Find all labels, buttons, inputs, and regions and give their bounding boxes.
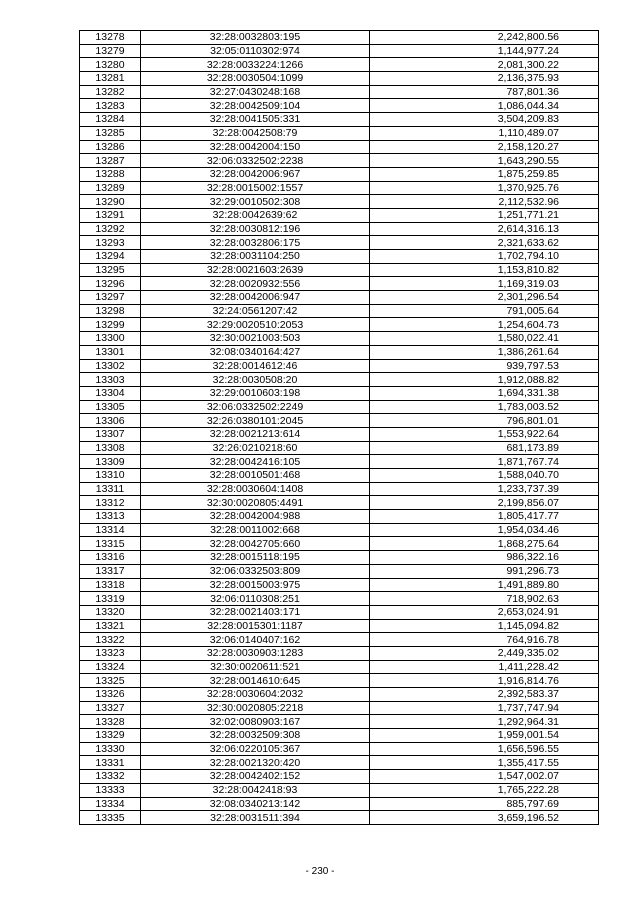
table-row <box>80 797 599 811</box>
cadastral-number-cell: 32:27:0430248:168 <box>141 85 370 99</box>
cadastral-number-cell: 32:28:0021603:2639 <box>141 263 370 277</box>
table-row <box>80 469 599 483</box>
table-row <box>80 674 599 688</box>
row-number-cell: 13294 <box>80 250 141 264</box>
row-number-cell: 13279 <box>80 44 141 58</box>
table-row <box>80 72 599 86</box>
row-number-cell: 13307 <box>80 427 141 441</box>
amount-cell: 1,355,417.55 <box>370 756 599 770</box>
cadastral-number-cell: 32:28:0032803:195 <box>141 31 370 45</box>
cadastral-number-cell: 32:28:0042004:988 <box>141 510 370 524</box>
cadastral-number-cell: 32:28:0042508:79 <box>141 126 370 140</box>
amount-cell: 1,153,810.82 <box>370 263 599 277</box>
cadastral-number-cell: 32:28:0042402:152 <box>141 770 370 784</box>
row-number-cell: 13308 <box>80 441 141 455</box>
row-number-cell: 13287 <box>80 154 141 168</box>
cadastral-number-cell: 32:28:0031104:250 <box>141 250 370 264</box>
amount-cell: 1,553,922.64 <box>370 427 599 441</box>
amount-cell: 1,959,001.54 <box>370 729 599 743</box>
row-number-cell: 13302 <box>80 359 141 373</box>
page-number: - 230 - <box>305 866 335 877</box>
table-row <box>80 304 599 318</box>
row-number-cell: 13310 <box>80 469 141 483</box>
amount-cell: 1,580,022.41 <box>370 332 599 346</box>
amount-cell: 1,702,794.10 <box>370 250 599 264</box>
cadastral-number-cell: 32:30:0020805:2218 <box>141 701 370 715</box>
amount-cell: 1,086,044.34 <box>370 99 599 113</box>
cadastral-number-cell: 32:29:0020510:2053 <box>141 318 370 332</box>
amount-cell: 1,954,034.46 <box>370 523 599 537</box>
amount-cell: 1,783,003.52 <box>370 400 599 414</box>
table-row <box>80 345 599 359</box>
table-row <box>80 85 599 99</box>
amount-cell: 1,588,040.70 <box>370 469 599 483</box>
table-row <box>80 414 599 428</box>
amount-cell: 2,136,375.93 <box>370 72 599 86</box>
amount-cell: 1,169,319.03 <box>370 277 599 291</box>
table-row <box>80 482 599 496</box>
row-number-cell: 13295 <box>80 263 141 277</box>
registry-table <box>79 30 599 825</box>
amount-cell: 2,392,583.37 <box>370 688 599 702</box>
cadastral-number-cell: 32:28:0030508:20 <box>141 373 370 387</box>
row-number-cell: 13309 <box>80 455 141 469</box>
amount-cell: 2,199,856.07 <box>370 496 599 510</box>
cadastral-number-cell: 32:28:0032806:175 <box>141 236 370 250</box>
cadastral-number-cell: 32:28:0015003:975 <box>141 578 370 592</box>
row-number-cell: 13281 <box>80 72 141 86</box>
table-row <box>80 619 599 633</box>
row-number-cell: 13327 <box>80 701 141 715</box>
table-row <box>80 126 599 140</box>
cadastral-number-cell: 32:26:0380101:2045 <box>141 414 370 428</box>
cadastral-number-cell: 32:06:0332503:809 <box>141 564 370 578</box>
row-number-cell: 13280 <box>80 58 141 72</box>
row-number-cell: 13318 <box>80 578 141 592</box>
row-number-cell: 13324 <box>80 660 141 674</box>
table-row <box>80 359 599 373</box>
cadastral-number-cell: 32:28:0031511:394 <box>141 811 370 825</box>
table-row <box>80 208 599 222</box>
table-row <box>80 811 599 825</box>
table-row <box>80 332 599 346</box>
cadastral-number-cell: 32:28:0014610:645 <box>141 674 370 688</box>
cadastral-number-cell: 32:28:0020932:556 <box>141 277 370 291</box>
cadastral-number-cell: 32:28:0042418:93 <box>141 783 370 797</box>
table-row <box>80 58 599 72</box>
row-number-cell: 13316 <box>80 551 141 565</box>
cadastral-number-cell: 32:06:0332502:2249 <box>141 400 370 414</box>
row-number-cell: 13285 <box>80 126 141 140</box>
table-row <box>80 277 599 291</box>
table-row <box>80 373 599 387</box>
amount-cell: 885,797.69 <box>370 797 599 811</box>
cadastral-number-cell: 32:28:0042705:660 <box>141 537 370 551</box>
row-number-cell: 13317 <box>80 564 141 578</box>
row-number-cell: 13278 <box>80 31 141 45</box>
row-number-cell: 13298 <box>80 304 141 318</box>
amount-cell: 1,656,596.55 <box>370 742 599 756</box>
amount-cell: 1,737,747.94 <box>370 701 599 715</box>
amount-cell: 1,251,771.21 <box>370 208 599 222</box>
amount-cell: 2,614,316.13 <box>370 222 599 236</box>
table-row <box>80 236 599 250</box>
cadastral-number-cell: 32:06:0332502:2238 <box>141 154 370 168</box>
amount-cell: 1,233,737.39 <box>370 482 599 496</box>
row-number-cell: 13321 <box>80 619 141 633</box>
cadastral-number-cell: 32:02:0080903:167 <box>141 715 370 729</box>
row-number-cell: 13312 <box>80 496 141 510</box>
table-row <box>80 400 599 414</box>
amount-cell: 1,386,261.64 <box>370 345 599 359</box>
cadastral-number-cell: 32:30:0020611:521 <box>141 660 370 674</box>
amount-cell: 791,005.64 <box>370 304 599 318</box>
table-row <box>80 455 599 469</box>
amount-cell: 1,765,222.28 <box>370 783 599 797</box>
amount-cell: 1,292,964.31 <box>370 715 599 729</box>
row-number-cell: 13301 <box>80 345 141 359</box>
cadastral-number-cell: 32:28:0042416:105 <box>141 455 370 469</box>
cadastral-number-cell: 32:28:0042006:967 <box>141 167 370 181</box>
row-number-cell: 13313 <box>80 510 141 524</box>
row-number-cell: 13283 <box>80 99 141 113</box>
row-number-cell: 13322 <box>80 633 141 647</box>
amount-cell: 986,322.16 <box>370 551 599 565</box>
cadastral-number-cell: 32:28:0032509:308 <box>141 729 370 743</box>
amount-cell: 2,242,800.56 <box>370 31 599 45</box>
cadastral-number-cell: 32:28:0021213:614 <box>141 427 370 441</box>
table-row <box>80 181 599 195</box>
amount-cell: 2,301,296.54 <box>370 291 599 305</box>
table-row <box>80 31 599 45</box>
row-number-cell: 13334 <box>80 797 141 811</box>
row-number-cell: 13329 <box>80 729 141 743</box>
cadastral-number-cell: 32:06:0220105:367 <box>141 742 370 756</box>
table-row <box>80 496 599 510</box>
table-row <box>80 729 599 743</box>
amount-cell: 1,916,814.76 <box>370 674 599 688</box>
row-number-cell: 13325 <box>80 674 141 688</box>
amount-cell: 2,112,532.96 <box>370 195 599 209</box>
row-number-cell: 13299 <box>80 318 141 332</box>
table-row <box>80 660 599 674</box>
cadastral-number-cell: 32:28:0030604:2032 <box>141 688 370 702</box>
cadastral-number-cell: 32:28:0042004:150 <box>141 140 370 154</box>
cadastral-number-cell: 32:28:0030903:1283 <box>141 646 370 660</box>
amount-cell: 1,805,417.77 <box>370 510 599 524</box>
row-number-cell: 13293 <box>80 236 141 250</box>
amount-cell: 1,254,604.73 <box>370 318 599 332</box>
table-row <box>80 646 599 660</box>
registry-table-body <box>80 31 599 825</box>
cadastral-number-cell: 32:28:0030604:1408 <box>141 482 370 496</box>
cadastral-number-cell: 32:08:0340213:142 <box>141 797 370 811</box>
amount-cell: 681,173.89 <box>370 441 599 455</box>
table-row <box>80 742 599 756</box>
amount-cell: 3,504,209.83 <box>370 113 599 127</box>
amount-cell: 796,801.01 <box>370 414 599 428</box>
amount-cell: 1,491,889.80 <box>370 578 599 592</box>
table-row <box>80 427 599 441</box>
cadastral-number-cell: 32:28:0015002:1557 <box>141 181 370 195</box>
amount-cell: 2,653,024.91 <box>370 605 599 619</box>
cadastral-number-cell: 32:08:0340164:427 <box>141 345 370 359</box>
row-number-cell: 13333 <box>80 783 141 797</box>
amount-cell: 787,801.36 <box>370 85 599 99</box>
row-number-cell: 13300 <box>80 332 141 346</box>
row-number-cell: 13335 <box>80 811 141 825</box>
cadastral-number-cell: 32:29:0010603:198 <box>141 386 370 400</box>
cadastral-number-cell: 32:30:0021003:503 <box>141 332 370 346</box>
amount-cell: 718,902.63 <box>370 592 599 606</box>
table-row <box>80 140 599 154</box>
row-number-cell: 13305 <box>80 400 141 414</box>
cadastral-number-cell: 32:28:0021403:171 <box>141 605 370 619</box>
table-row <box>80 195 599 209</box>
table-row <box>80 523 599 537</box>
table-row <box>80 551 599 565</box>
row-number-cell: 13290 <box>80 195 141 209</box>
table-row <box>80 783 599 797</box>
row-number-cell: 13315 <box>80 537 141 551</box>
cadastral-number-cell: 32:28:0042509:104 <box>141 99 370 113</box>
table-row <box>80 605 599 619</box>
amount-cell: 1,145,094.82 <box>370 619 599 633</box>
amount-cell: 3,659,196.52 <box>370 811 599 825</box>
row-number-cell: 13330 <box>80 742 141 756</box>
row-number-cell: 13282 <box>80 85 141 99</box>
table-row <box>80 250 599 264</box>
row-number-cell: 13296 <box>80 277 141 291</box>
cadastral-number-cell: 32:30:0020805:4491 <box>141 496 370 510</box>
cadastral-number-cell: 32:06:0110308:251 <box>141 592 370 606</box>
amount-cell: 1,871,767.74 <box>370 455 599 469</box>
table-row <box>80 770 599 784</box>
row-number-cell: 13314 <box>80 523 141 537</box>
row-number-cell: 13320 <box>80 605 141 619</box>
cadastral-number-cell: 32:06:0140407:162 <box>141 633 370 647</box>
table-row <box>80 592 599 606</box>
amount-cell: 1,411,228.42 <box>370 660 599 674</box>
table-row <box>80 715 599 729</box>
row-number-cell: 13311 <box>80 482 141 496</box>
amount-cell: 1,643,290.55 <box>370 154 599 168</box>
table-row <box>80 537 599 551</box>
amount-cell: 1,547,002.07 <box>370 770 599 784</box>
cadastral-number-cell: 32:28:0015301:1187 <box>141 619 370 633</box>
row-number-cell: 13292 <box>80 222 141 236</box>
cadastral-number-cell: 32:29:0010502:308 <box>141 195 370 209</box>
table-row <box>80 578 599 592</box>
amount-cell: 939,797.53 <box>370 359 599 373</box>
amount-cell: 1,144,977.24 <box>370 44 599 58</box>
table-row <box>80 167 599 181</box>
cadastral-number-cell: 32:24:0561207:42 <box>141 304 370 318</box>
cadastral-number-cell: 32:05:0110302:974 <box>141 44 370 58</box>
cadastral-number-cell: 32:28:0021320:420 <box>141 756 370 770</box>
amount-cell: 2,449,335.02 <box>370 646 599 660</box>
row-number-cell: 13323 <box>80 646 141 660</box>
amount-cell: 2,321,633.62 <box>370 236 599 250</box>
table-row <box>80 263 599 277</box>
table-row <box>80 441 599 455</box>
table-row <box>80 154 599 168</box>
row-number-cell: 13288 <box>80 167 141 181</box>
table-row <box>80 756 599 770</box>
cadastral-number-cell: 32:28:0011002:668 <box>141 523 370 537</box>
cadastral-number-cell: 32:28:0041505:331 <box>141 113 370 127</box>
cadastral-number-cell: 32:26:0210218:60 <box>141 441 370 455</box>
row-number-cell: 13306 <box>80 414 141 428</box>
cadastral-number-cell: 32:28:0030504:1099 <box>141 72 370 86</box>
row-number-cell: 13291 <box>80 208 141 222</box>
table-row <box>80 222 599 236</box>
amount-cell: 1,868,275.64 <box>370 537 599 551</box>
table-row <box>80 44 599 58</box>
row-number-cell: 13304 <box>80 386 141 400</box>
cadastral-number-cell: 32:28:0042639:62 <box>141 208 370 222</box>
table-row <box>80 701 599 715</box>
row-number-cell: 13331 <box>80 756 141 770</box>
table-row <box>80 564 599 578</box>
row-number-cell: 13297 <box>80 291 141 305</box>
cadastral-number-cell: 32:28:0015118:195 <box>141 551 370 565</box>
amount-cell: 991,296.73 <box>370 564 599 578</box>
table-row <box>80 113 599 127</box>
row-number-cell: 13286 <box>80 140 141 154</box>
table-row <box>80 386 599 400</box>
amount-cell: 1,875,259.85 <box>370 167 599 181</box>
table-row <box>80 99 599 113</box>
cadastral-number-cell: 32:28:0033224:1266 <box>141 58 370 72</box>
cadastral-number-cell: 32:28:0014612:46 <box>141 359 370 373</box>
row-number-cell: 13289 <box>80 181 141 195</box>
table-row <box>80 291 599 305</box>
amount-cell: 1,370,925.76 <box>370 181 599 195</box>
row-number-cell: 13326 <box>80 688 141 702</box>
cadastral-number-cell: 32:28:0010501:468 <box>141 469 370 483</box>
row-number-cell: 13303 <box>80 373 141 387</box>
row-number-cell: 13332 <box>80 770 141 784</box>
amount-cell: 2,158,120.27 <box>370 140 599 154</box>
row-number-cell: 13319 <box>80 592 141 606</box>
amount-cell: 2,081,300.22 <box>370 58 599 72</box>
cadastral-number-cell: 32:28:0030812:196 <box>141 222 370 236</box>
amount-cell: 1,110,489.07 <box>370 126 599 140</box>
amount-cell: 1,694,331.38 <box>370 386 599 400</box>
table-row <box>80 633 599 647</box>
table-row <box>80 318 599 332</box>
row-number-cell: 13284 <box>80 113 141 127</box>
table-row <box>80 688 599 702</box>
row-number-cell: 13328 <box>80 715 141 729</box>
amount-cell: 764,916.78 <box>370 633 599 647</box>
amount-cell: 1,912,088.82 <box>370 373 599 387</box>
table-row <box>80 510 599 524</box>
cadastral-number-cell: 32:28:0042006:947 <box>141 291 370 305</box>
